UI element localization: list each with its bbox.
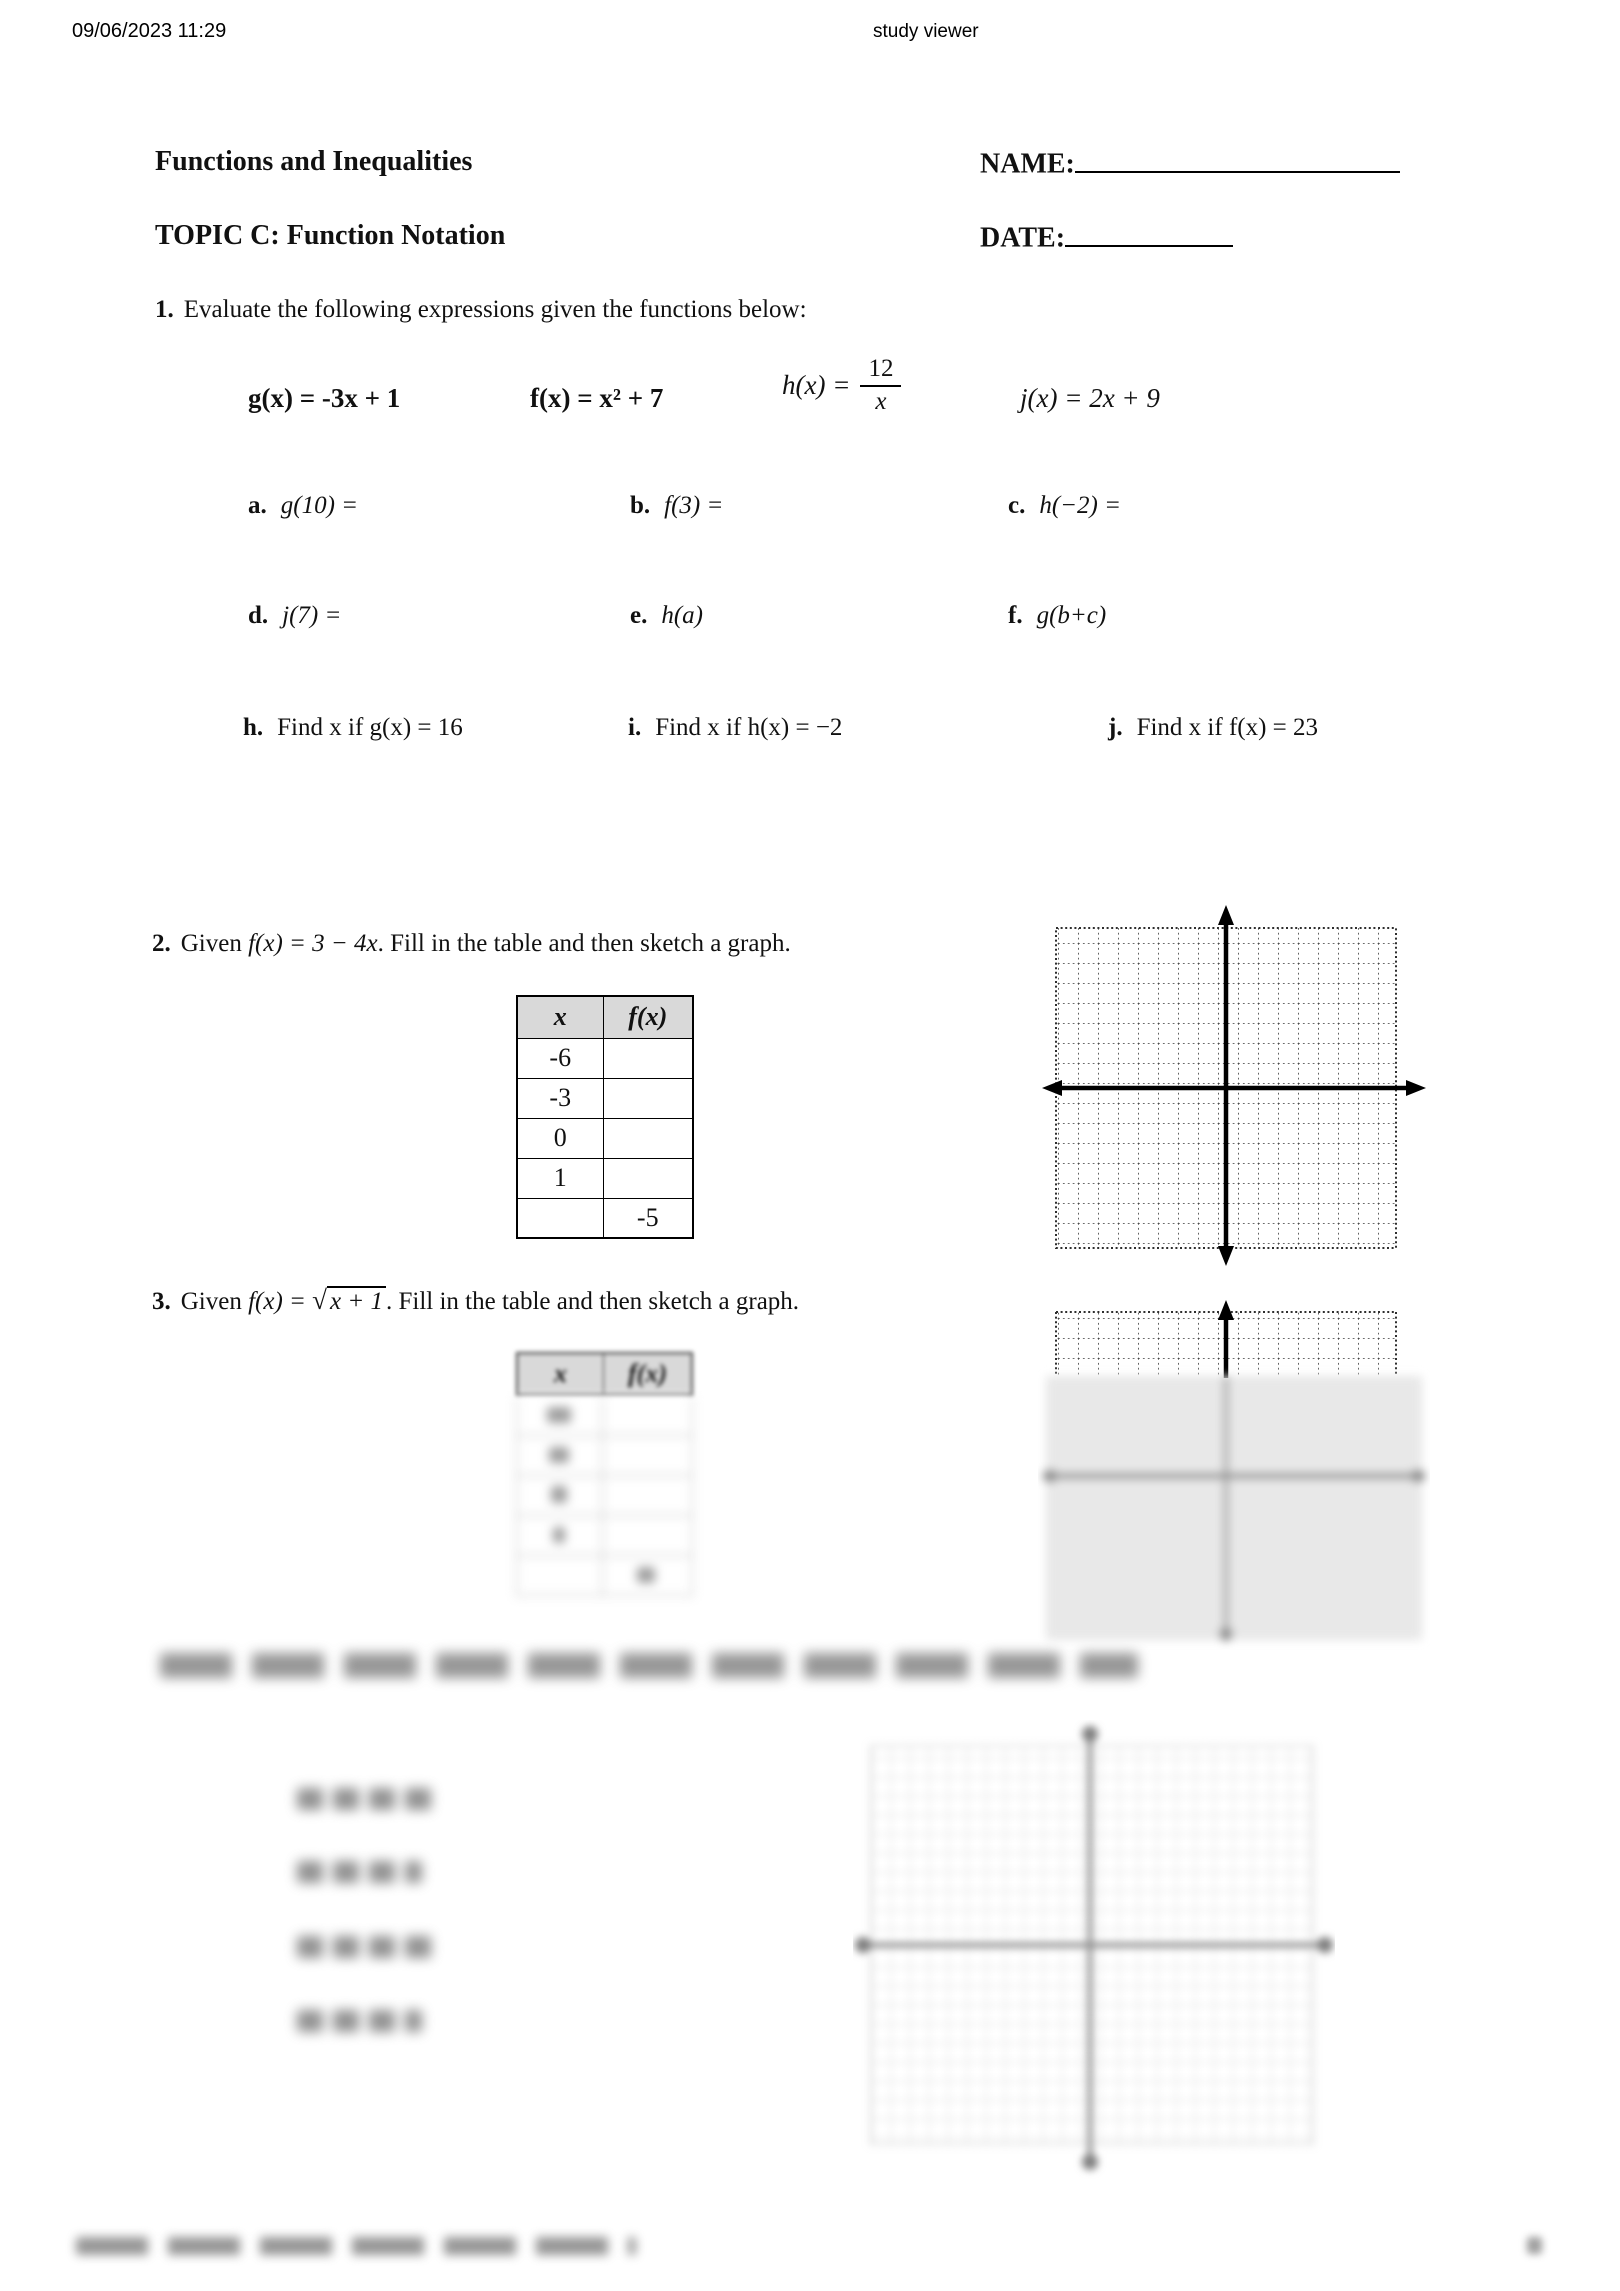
function-def-j: j(x) = 2x + 9 <box>1020 383 1160 413</box>
q4-blurred-item-b <box>297 1861 422 1883</box>
table-row <box>517 1038 693 1078</box>
blurred-cell <box>517 1476 603 1515</box>
table-row <box>517 1078 693 1118</box>
q1-item-f-expr: g(b+c) <box>1036 602 1107 629</box>
q1-item-h-expr: Find x if g(x) = 16 <box>277 714 463 741</box>
blurred-cell <box>517 1556 603 1595</box>
q3-prompt <box>152 1285 799 1316</box>
blurred-value <box>553 1527 565 1543</box>
q1-item-e-expr: h(a) <box>661 602 704 629</box>
table-row <box>516 1516 693 1556</box>
q3-table-blurred-body <box>516 1396 693 1596</box>
q3-table-blurred <box>516 1352 693 1596</box>
function-def-g: g(x) = -3x + 1 <box>248 383 401 413</box>
q1-item-b-expr: f(3) = <box>664 492 724 519</box>
blurred-cell <box>603 1436 690 1475</box>
fraction-numerator: 12 <box>860 355 901 387</box>
q2-prompt-post: . Fill in the table and then sketch a graph. <box>377 930 791 957</box>
function-def-h <box>782 355 901 416</box>
q1-item-j-label: j. <box>1108 714 1123 741</box>
blurred-value <box>637 1567 655 1583</box>
q1-item-d-expr: j(7) = <box>282 602 342 629</box>
blurred-cell <box>603 1556 690 1595</box>
q4-blurred-prompt <box>160 1653 1138 1678</box>
header-datetime: 09/06/2023 11:29 <box>72 20 227 42</box>
q1-number: 1. <box>155 296 174 323</box>
radical-sign: √ <box>312 1285 327 1315</box>
q4-blurred-item-d <box>297 2010 422 2032</box>
q2-col-fx: f(x) <box>603 996 693 1038</box>
name-label: NAME: <box>980 148 1075 180</box>
q3-prompt-post: . Fill in the table and then sketch a graph. <box>385 1288 800 1315</box>
header-app-title: study viewer <box>873 21 979 42</box>
blurred-cell <box>603 1476 690 1515</box>
q3-coordinate-grid-partially-blurred <box>1038 1298 1430 1650</box>
q3-radicand: x + 1 <box>327 1286 386 1315</box>
table-row <box>517 1158 693 1198</box>
q1-prompt-text: Evaluate the following expressions given the functions below: <box>183 296 807 323</box>
q2-prompt-pre: Given <box>180 930 242 957</box>
q2-prompt <box>152 930 791 958</box>
q4-coordinate-grid-blurred <box>853 1720 1335 2180</box>
q2-table-header-row <box>517 996 693 1038</box>
blurred-cell <box>517 1436 603 1475</box>
fraction-denominator: x <box>875 388 887 415</box>
q2-coordinate-grid <box>1038 903 1430 1268</box>
q3-function-lhs: f(x) = <box>248 1288 313 1315</box>
q3-table-header-row <box>516 1352 693 1396</box>
q1-item-c-label: c. <box>1008 492 1026 519</box>
q1-item-j-expr: Find x if f(x) = 23 <box>1136 714 1319 741</box>
date-blank-line <box>1065 220 1233 247</box>
q3-number: 3. <box>152 1288 171 1315</box>
q1-item-c-expr: h(−2) = <box>1039 492 1121 519</box>
q1-item-h <box>243 714 463 742</box>
worksheet-title: Functions and Inequalities <box>155 146 473 177</box>
name-field <box>980 146 1400 181</box>
table-row <box>516 1396 693 1436</box>
q1-item-a-label: a. <box>248 492 267 519</box>
q3-prompt-pre: Given <box>180 1288 242 1315</box>
q1-item-j <box>1108 714 1318 742</box>
q3-col-fx: f(x) <box>604 1354 691 1394</box>
q2-cell-fx-4: -5 <box>603 1198 693 1238</box>
q1-item-d <box>248 602 341 630</box>
q2-cell-x-4 <box>517 1198 603 1238</box>
q4-blurred-item-a <box>297 1788 432 1810</box>
q2-number: 2. <box>152 930 171 957</box>
q2-cell-fx-2 <box>603 1118 693 1158</box>
q1-item-i-expr: Find x if h(x) = −2 <box>655 714 843 741</box>
table-row <box>516 1476 693 1516</box>
date-field <box>980 220 1233 255</box>
table-row <box>517 1118 693 1158</box>
q1-item-i <box>628 714 842 742</box>
q1-prompt <box>155 296 807 324</box>
footer-blurred-url <box>76 2237 636 2255</box>
table-row <box>517 1198 693 1238</box>
function-def-h-lhs: h(x) = <box>782 370 851 400</box>
function-def-h-fraction <box>860 355 901 416</box>
q1-item-f-label: f. <box>1008 602 1023 629</box>
worksheet-topic: TOPIC C: Function Notation <box>155 220 506 251</box>
blurred-value <box>549 1447 569 1463</box>
table-row <box>516 1436 693 1476</box>
function-def-f: f(x) = x² + 7 <box>530 383 664 413</box>
name-blank-line <box>1075 146 1400 173</box>
q2-cell-x-0: -6 <box>517 1038 603 1078</box>
q1-item-d-label: d. <box>248 602 269 629</box>
q1-item-h-label: h. <box>243 714 264 741</box>
footer-blurred-page-number <box>1527 2237 1542 2254</box>
q1-item-b-label: b. <box>630 492 651 519</box>
q1-item-b <box>630 492 723 520</box>
table-row <box>516 1556 693 1596</box>
blurred-value <box>547 1407 571 1423</box>
q1-item-i-label: i. <box>628 714 642 741</box>
blurred-cell <box>517 1516 603 1555</box>
q2-cell-x-1: -3 <box>517 1078 603 1118</box>
q1-item-c <box>1008 492 1121 520</box>
q2-col-x: x <box>517 996 603 1038</box>
date-label: DATE: <box>980 222 1066 254</box>
q2-function: f(x) = 3 − 4x <box>248 930 378 957</box>
blurred-cell <box>603 1516 690 1555</box>
q4-blurred-item-c <box>297 1936 437 1958</box>
q1-item-f <box>1008 602 1106 630</box>
blurred-cell <box>603 1396 690 1435</box>
q2-cell-x-2: 0 <box>517 1118 603 1158</box>
q1-item-a <box>248 492 358 520</box>
q3-col-x: x <box>518 1354 604 1394</box>
q1-item-a-expr: g(10) = <box>280 492 359 519</box>
blurred-cell <box>517 1396 603 1435</box>
q1-item-e-label: e. <box>630 602 648 629</box>
q2-cell-fx-3 <box>603 1158 693 1198</box>
q2-table <box>516 995 694 1239</box>
blurred-value <box>551 1486 567 1503</box>
q1-item-e <box>630 602 703 630</box>
q2-cell-x-3: 1 <box>517 1158 603 1198</box>
q2-cell-fx-1 <box>603 1078 693 1118</box>
q2-cell-fx-0 <box>603 1038 693 1078</box>
